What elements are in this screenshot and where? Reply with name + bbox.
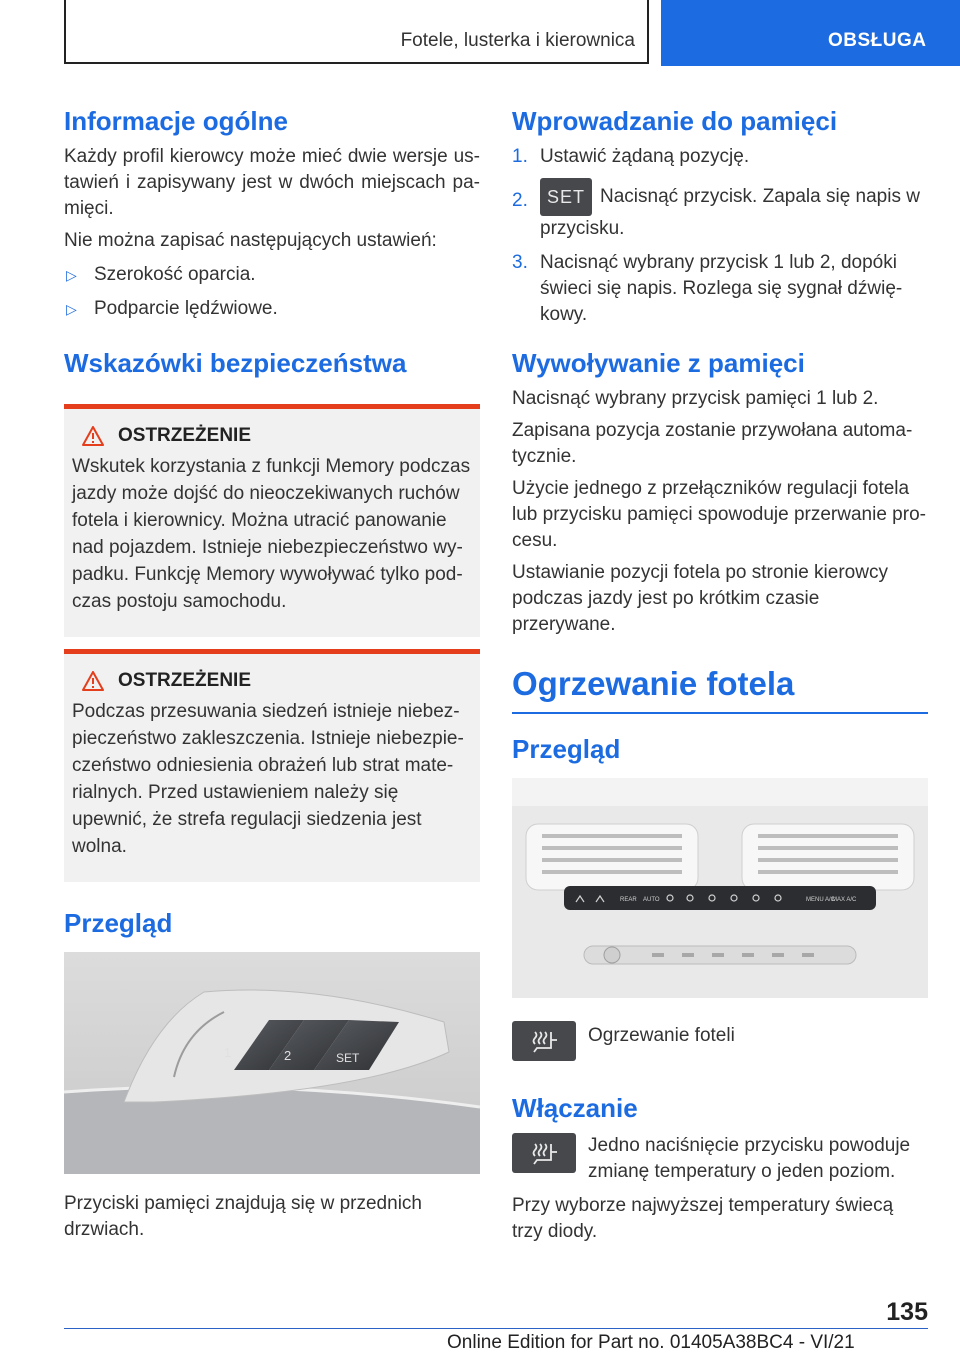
step-number: 3.	[512, 252, 528, 273]
triangle-bullet-icon: ▷	[66, 301, 77, 317]
general-text-2: Nie można zapisać następujących ustawień:	[64, 230, 437, 251]
warning-text: Podczas przesuwania siedzeń istnieje niebez-pieczeństwo zakleszczenia. Istnieje niebezpie-czeństwo odniesienia obrażeń lub strat mate-rialnych. Przed ustawieniem należy się upewnić, że strefa regulacji siedzenia jest wolna.	[72, 701, 464, 857]
recall-text: Użycie jednego z przełączników regulacji fotela lub przycisku pamięci spowoduje przerwanie pro-cesu.	[512, 478, 926, 551]
list-item	[64, 296, 480, 322]
seat-heating-icon	[512, 1133, 576, 1173]
memory-button-label: SET	[336, 1051, 360, 1065]
bullet-text: Szerokość oparcia.	[94, 264, 256, 285]
warning-header	[82, 425, 472, 447]
section-title: Fotele, lusterka i kierownica	[400, 30, 635, 51]
switch-on-text: Jedno naciśnięcie przycisku powoduje zmianę temperatury o jeden poziom.	[588, 1135, 911, 1182]
step-number: 2.	[512, 190, 528, 211]
step-text: Nacisnąć przycisk. Zapala się napis w przycisku.	[540, 186, 920, 239]
left-column	[64, 104, 480, 1243]
seat-heating-legend	[512, 1021, 928, 1061]
triangle-bullet-icon: ▷	[66, 267, 77, 283]
climate-button-label: AUTO	[643, 897, 660, 903]
list-item	[512, 250, 928, 328]
set-button-icon: SET	[540, 178, 592, 216]
step-number: 1.	[512, 146, 528, 167]
edition-footer: Online Edition for Part no. 01405A38BC4 - VI/21	[447, 1332, 855, 1353]
climate-button-label: MENU A/C	[806, 897, 836, 903]
heading-overview-left: Przegląd	[64, 908, 173, 938]
recall-text: Ustawianie pozycji fotela po stronie kierowcy podczas jazdy jest po krótkim czasie przerywane.	[512, 562, 888, 635]
page-number: 135	[886, 1298, 928, 1326]
heading-switch-on: Włączanie	[512, 1093, 638, 1123]
climate-console-photo	[512, 778, 928, 998]
bullet-text: Podparcie lędźwiowe.	[94, 298, 278, 319]
seat-heating-icon	[512, 1021, 576, 1061]
warning-title: OSTRZEŻENIE	[118, 670, 252, 691]
memory-button-label: 1	[224, 1045, 232, 1060]
warning-title: OSTRZEŻENIE	[118, 425, 252, 446]
footer-divider	[64, 1328, 928, 1329]
step-text: Ustawić żądaną pozycję.	[540, 146, 750, 167]
chapter-tab[interactable]	[661, 0, 960, 66]
warning-triangle-icon	[82, 426, 104, 446]
heading-overview-right: Przegląd	[512, 734, 621, 764]
seat-heating-switch-on	[512, 1133, 928, 1185]
step-text: Nacisnąć wybrany przycisk 1 lub 2, dopóki świeci się napis. Rozlega się sygnał dźwię-kowy.	[540, 252, 903, 325]
switch-on-text-2: Przy wyborze najwyższej temperatury świecą trzy diody.	[512, 1195, 894, 1242]
general-text-1: Każdy profil kierowcy może mieć dwie wersje us-tawień i zapisywany jest w dwóch miejscach pa-mięci.	[64, 146, 480, 219]
heading-memory-recall: Wywoływanie z pamięci	[512, 348, 805, 378]
warning-header	[82, 670, 472, 692]
climate-button-label: MAX A/C	[832, 897, 857, 903]
list-item	[512, 178, 928, 242]
heading-seat-heating: Ogrzewanie fotela	[512, 662, 928, 714]
list-item	[512, 144, 928, 170]
warning-box	[64, 404, 480, 637]
climate-button-label: REAR	[620, 897, 637, 903]
recall-text: Nacisnąć wybrany przycisk pamięci 1 lub 2.	[512, 388, 879, 409]
warning-box	[64, 649, 480, 882]
heading-memory-store: Wprowadzanie do pamięci	[512, 106, 838, 136]
warning-text: Wskutek korzystania z funkcji Memory podczas jazdy może dojść do nieoczekiwanych ruchów fotela i kierownicy. Można utracić panowanie nad pojazdem. Istnieje niebezpieczeństwo wy-padku. Funkcję Memory wywoływać tylko pod-czas postoju samochodu.	[72, 456, 471, 612]
warning-triangle-icon	[82, 671, 104, 691]
right-column	[512, 104, 928, 1245]
heading-general: Informacje ogólne	[64, 106, 288, 136]
recall-text: Zapisana pozycja zostanie przywołana automa-tycznie.	[512, 420, 913, 467]
heading-safety: Wskazówki bezpieczeństwa	[64, 348, 407, 378]
list-item	[64, 262, 480, 288]
memory-buttons-photo	[64, 952, 480, 1174]
header-frame	[64, 0, 649, 64]
photo-caption: Przyciski pamięci znajdują się w przednich drzwiach.	[64, 1193, 422, 1240]
chapter-tab-label: OBSŁUGA	[828, 30, 927, 51]
memory-button-label: 2	[284, 1048, 292, 1063]
seat-heating-label: Ogrzewanie foteli	[588, 1025, 735, 1046]
